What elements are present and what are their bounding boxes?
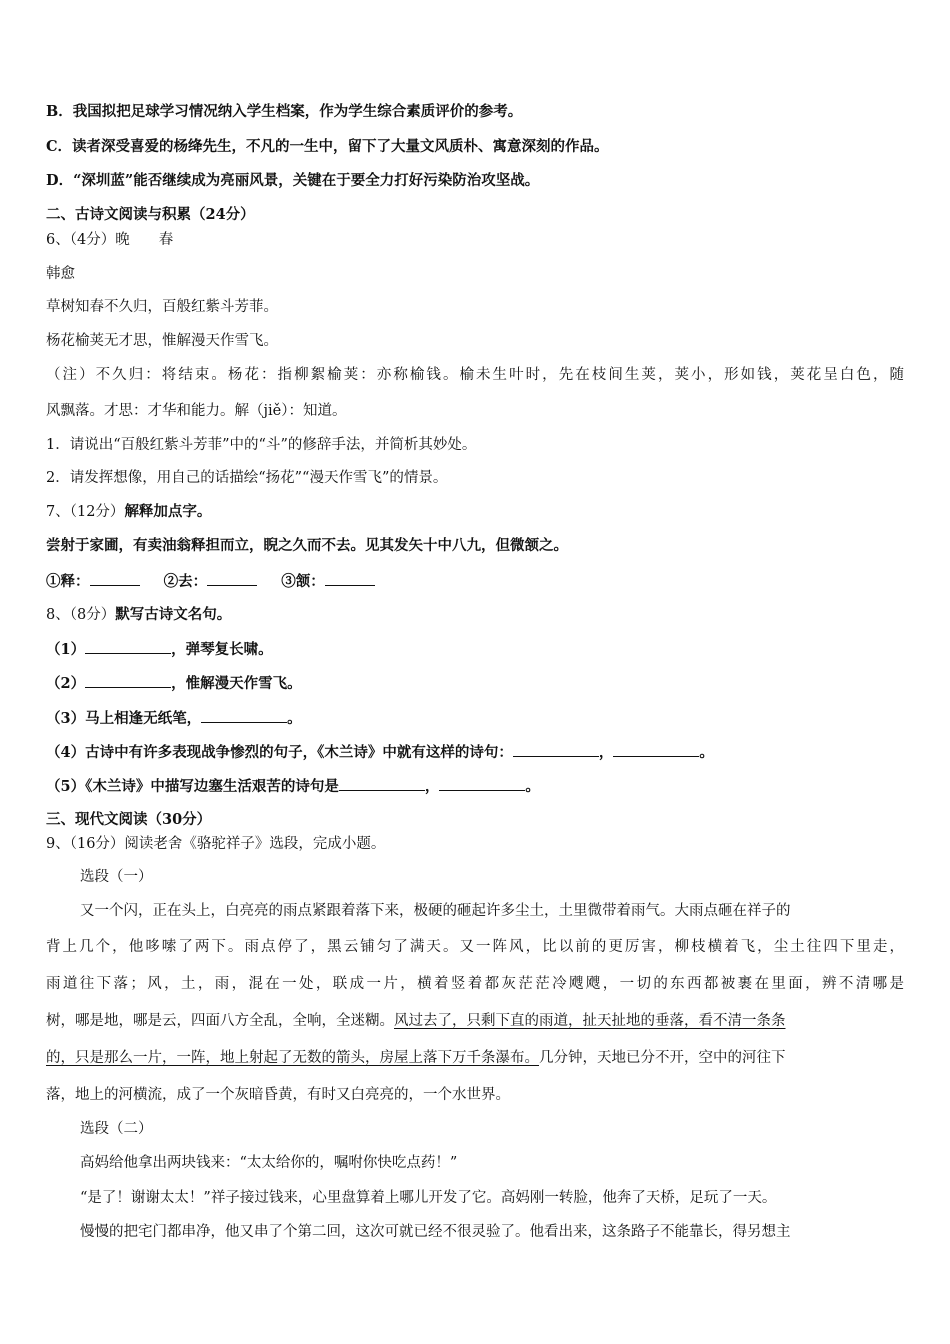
q8-s5-blank-1[interactable]: [339, 776, 425, 791]
q9-p1-line-1: 又一个闪，正在头上，白亮亮的雨点紧跟着落下来，极硬的砸起许多尘土，土里微带着雨气。大雨点砸在祥子的: [80, 903, 791, 919]
q8-sentence-4: [46, 742, 714, 763]
q9-p1-line-3: 雨道往下落；风，土，雨，混在一处，联成一片，横着竖着都灰茫茫冷飕飕，一切的东西都被裹在里面，辨不清哪是: [46, 976, 904, 992]
q8-heading: [46, 605, 231, 625]
q9-p1-line-6: 落，地上的河横流，成了一个灰暗昏黄，有时又白亮亮的，一个水世界。: [46, 1087, 510, 1103]
q7-heading: [46, 502, 211, 522]
q8-s4-end: 。: [699, 744, 714, 761]
q7-blank-1[interactable]: [90, 571, 140, 586]
section2-title: 二、古诗文阅读与积累（24分）: [46, 206, 255, 223]
q9-p1-line-4-plain: 树，哪是地，哪是云，四面八方全乱，全响，全迷糊。: [46, 1013, 394, 1029]
q9-p1-line-4: [46, 1011, 786, 1031]
q9-p1-line-2: 背上几个，他哆嗦了两下。雨点停了，黑云铺匀了满天。又一阵风，比以前的更厉害，柳枝横着飞，尘土往四下里走，: [46, 939, 904, 955]
q8-heading-prefix: 8、（8分）: [46, 607, 116, 623]
q8-s3-end: 。: [287, 710, 302, 727]
q8-s5-blank-2[interactable]: [439, 776, 525, 791]
q8-s2-number: （2）: [46, 675, 86, 692]
q9-p1-line-5-underlined: 的，只是那么一片，一阵，地上射起了无数的箭头，房屋上落下万千条瀑布。: [46, 1050, 539, 1066]
q7-passage: 尝射于家圃，有卖油翁释担而立，睨之久而不去。见其发矢十中八九，但微颔之。: [46, 537, 568, 554]
q6-poem-line-1: 草树知春不久归，百般红紫斗芳菲。: [46, 299, 278, 315]
q8-sentence-2: [46, 673, 302, 694]
q8-s1-blank[interactable]: [85, 639, 171, 654]
q9-p1-line-5: [46, 1048, 786, 1068]
q7-item-2: ②去：: [163, 573, 208, 590]
q8-s4-text: （4）古诗中有许多表现战争惨烈的句子，《木兰诗》中就有这样的诗句：: [46, 744, 513, 761]
q8-s3-text: （3）马上相逢无纸笔，: [46, 710, 202, 727]
q5-option-d: D．“深圳蓝”能否继续成为亮丽风景，关键在于要全力打好污染防治攻坚战。: [46, 172, 540, 189]
q9-p2-line-2: “是了！谢谢太太！”祥子接过钱来，心里盘算着上哪儿开发了它。高妈刚一转脸，他奔了天桥，足玩了一天。: [80, 1190, 777, 1206]
q5-option-b: B．我国拟把足球学习情况纳入学生档案，作为学生综合素质评价的参考。: [46, 103, 523, 120]
q7-heading-prefix: 7、（12分）: [46, 504, 125, 520]
q6-author: 韩愈: [46, 266, 75, 282]
q6-subquestion-1: 1．请说出“百般红紫斗芳菲”中的“斗”的修辞手法，并简析其妙处。: [46, 437, 477, 453]
q8-sentence-1: [46, 639, 273, 660]
q9-p1-line-4-underlined: 风过去了，只剩下直的雨道，扯天扯地的垂落，看不清一条条: [394, 1013, 786, 1029]
q6-note-line-2: 风飘落。才思：才华和能力。解（jiě）：知道。: [46, 403, 347, 419]
q9-p2-line-1: 高妈给他拿出两块钱来：“太太给你的，嘱咐你快吃点药！”: [80, 1155, 458, 1171]
q6-heading: 6、（4分）晚 春: [46, 232, 174, 248]
q5-option-c: C．读者深受喜爱的杨绛先生，不凡的一生中，留下了大量文风质朴、寓意深刻的作品。: [46, 138, 609, 155]
q8-s5-mid: ，: [424, 778, 440, 795]
q7-item-1: ①释：: [46, 573, 90, 590]
q9-part2-label: 选段（二）: [80, 1121, 153, 1137]
q8-sentence-3: [46, 708, 302, 729]
q9-p2-line-3: 慢慢的把宅门都串净，他又串了个第二回，这次可就已经不很灵验了。他看出来，这条路子不能靠长，得另想主: [80, 1224, 791, 1240]
q7-blank-3[interactable]: [325, 571, 375, 586]
q9-p1-line-5-plain: 几分钟，天地已分不开，空中的河往下: [539, 1050, 786, 1066]
q8-s4-blank-2[interactable]: [613, 742, 699, 757]
q8-s2-blank[interactable]: [85, 673, 171, 688]
q7-blank-2[interactable]: [207, 571, 257, 586]
q8-s2-text: ，惟解漫天作雪飞。: [171, 675, 302, 692]
q8-s4-mid: ，: [598, 744, 614, 761]
q8-s3-blank[interactable]: [201, 708, 287, 723]
q6-note-line-1: （注）不久归：将结束。杨花：指柳絮榆荚：亦称榆钱。榆未生叶时，先在枝间生荚，荚小，形如钱，荚花呈白色，随: [46, 367, 904, 383]
q6-poem-line-2: 杨花榆荚无才思，惟解漫天作雪飞。: [46, 333, 278, 349]
q8-s5-end: 。: [525, 778, 540, 795]
q7-item-3: ③颔：: [281, 573, 325, 590]
q9-part1-label: 选段（一）: [80, 869, 153, 885]
section3-title: 三、现代文阅读（30分）: [46, 811, 212, 828]
q7-answer-row: [46, 571, 375, 592]
q6-subquestion-2: 2．请发挥想像，用自己的话描绘“扬花”“漫天作雪飞”的情景。: [46, 470, 448, 486]
q8-heading-instruction: 默写古诗文名句。: [115, 606, 232, 623]
q8-s1-number: （1）: [46, 641, 86, 658]
q8-s4-blank-1[interactable]: [513, 742, 599, 757]
q9-heading: 9、（16分）阅读老舍《骆驼祥子》选段，完成小题。: [46, 836, 386, 852]
q8-sentence-5: [46, 776, 540, 797]
q7-heading-instruction: 解释加点字。: [124, 503, 212, 520]
q8-s5-text: （5）《木兰诗》中描写边塞生活艰苦的诗句是: [46, 778, 339, 795]
q8-s1-text: ，弹琴复长啸。: [171, 641, 273, 658]
